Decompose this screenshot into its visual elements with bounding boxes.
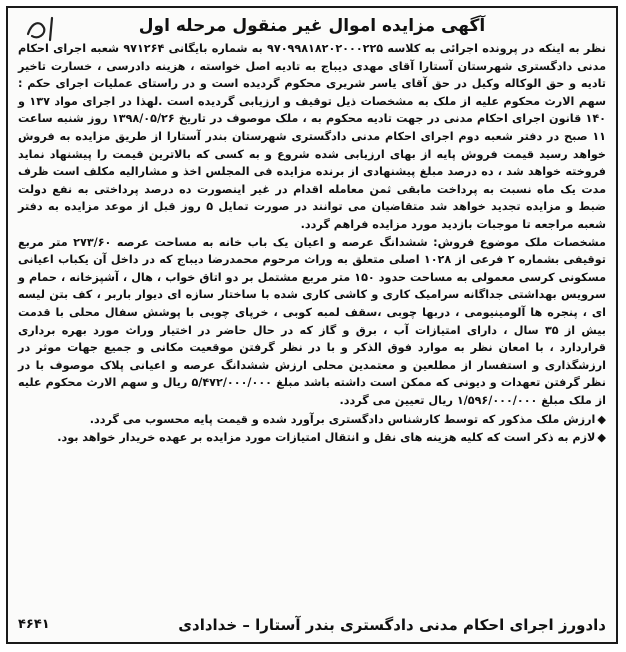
- signature-line: دادورز اجرای احکام مدنی دادگستری بندر آستارا – خدادادی: [178, 616, 606, 634]
- diamond-bullet-icon: ◆: [597, 413, 606, 427]
- notice-note-text: ارزش ملک مذکور که توسط کارشناس دادگستری برآورد شده و قیمت پایه محسوب می گردد.: [89, 413, 596, 427]
- notice-paragraph-intro: نظر به اینکه در پرونده اجرائی به کلاسه ۹۷۰۹۹۸۱۸۲۰۲۰۰۰۲۲۵ به شماره بایگانی ۹۷۱۲۶۴ شعبه اجرای احکام مدنی دادگستری شهرستان آستارا آقای مهدی دیباج به تادیه اصل خواسته ، هزینه دادرسی ، خسارت تاخیر تادیه و حق الوکاله وکیل در حق آقای یاسر شریری محکوم گردیده است و در راستای عملیات اجرای حکم : سهم الارث محکوم علیه از ملک به مشخصات ذیل توقیف و ارزیابی گردیده است .لهذا در اجرای مواد ۱۳۷ و ۱۴۰ قانون اجرای احکام مدنی در جهت تادیه محکوم به ، ملک موصوف در تاریخ ۱۳۹۸/۰۵/۲۶ روز شنبه ساعت ۱۱ صبح در دفتر شعبه دوم اجرای احکام مدنی دادگستری شهرستان بندر آستارا از طریق مزایده به فروش خواهد رسید قیمت فروش پایه از بهای ارزیابی شده شروع و به کسی که بالاترین قیمت را پیشنهاد نماید فروخته خواهد شد ، ده درصد مبلغ پیشنهادی از برنده مزایده فی المجلس اخذ و مشارالیه مکلف است ظرف مدت یک ماه نسبت به پرداخت مابقی ثمن معامله اقدام در غیر اینصورت ده درصد پرداختی به نفع دولت ضبط و مزایده تجدید خواهد شد متقاضیان می توانند در صورت تمایل ۵ روز قبل از موعد مزایده به دفتر شعبه مراجعه تا موجبات بازدید مورد مزایده فراهم گردد.: [18, 42, 606, 231]
- notice-paragraph-property: مشخصات ملک موضوع فروش: ششدانگ عرصه و اعیان یک باب خانه به مساحت عرصه ۲۷۳/۶۰ متر مربع توقیفی بشماره ۲ فرعی از ۱۰۲۸ اصلی متعلق به وراث مرحوم محمدرضا دیباج که در داخل آن یکباب اعیانی مسکونی کرسی معمولی به مساحت حدود ۱۵۰ متر مربع مشتمل بر دو اتاق خواب ، هال ، آشپزخانه ، حمام و سرویس بهداشتی جداگانه سرامیک کاری و کاشی کاری شده با ساختار سازه ای دیوار باربر ، کف بتن لیسه ای ، پنجره ها آلومینیومی ، دربها چوبی ،سقف لمبه کوبی ، خرپای چوبی با پوشش سفال محلی با قدمت بیش از ۳۵ سال ، دارای امتیازات آب ، برق و گاز که در حال حاضر در اختیار وراث مورد بهره برداری قراردارد ، با امعان نظر به موارد فوق الذکر و با در نظر گرفتن موقعیت مکانی و جمیع جهات موثر در ارزشگذاری و استفسار از مطلعین و معتمدین محلی ارزش ششدانگ عرصه و اعیانی پلاک موصوف با در نظر گرفتن تعهدات و دیونی که ممکن است داشته باشد مبلغ ۵/۴۷۲/۰۰۰/۰۰۰ ریال و سهم الارث محکوم علیه از ملک مبلغ ۱/۵۹۶/۰۰۰/۰۰۰ ریال تعیین می گردد.: [18, 235, 607, 407]
- notice-title: آگهی مزایده اموال غیر منقول مرحله اول: [138, 16, 486, 36]
- notice-notes: [18, 411, 606, 446]
- notice-note-text: لازم به ذکر است که کلیه هزینه های نقل و انتقال امتیازات مورد مزایده بر عهده خریدار خواهد بود.: [57, 431, 596, 445]
- notice-note: [18, 411, 606, 429]
- handwritten-mark: [22, 14, 64, 44]
- auction-notice: [6, 6, 618, 644]
- diamond-bullet-icon: ◆: [597, 431, 606, 445]
- notice-footer: [18, 612, 606, 636]
- notice-code: ۴۶۴۱: [18, 617, 50, 632]
- notice-note: [18, 429, 606, 447]
